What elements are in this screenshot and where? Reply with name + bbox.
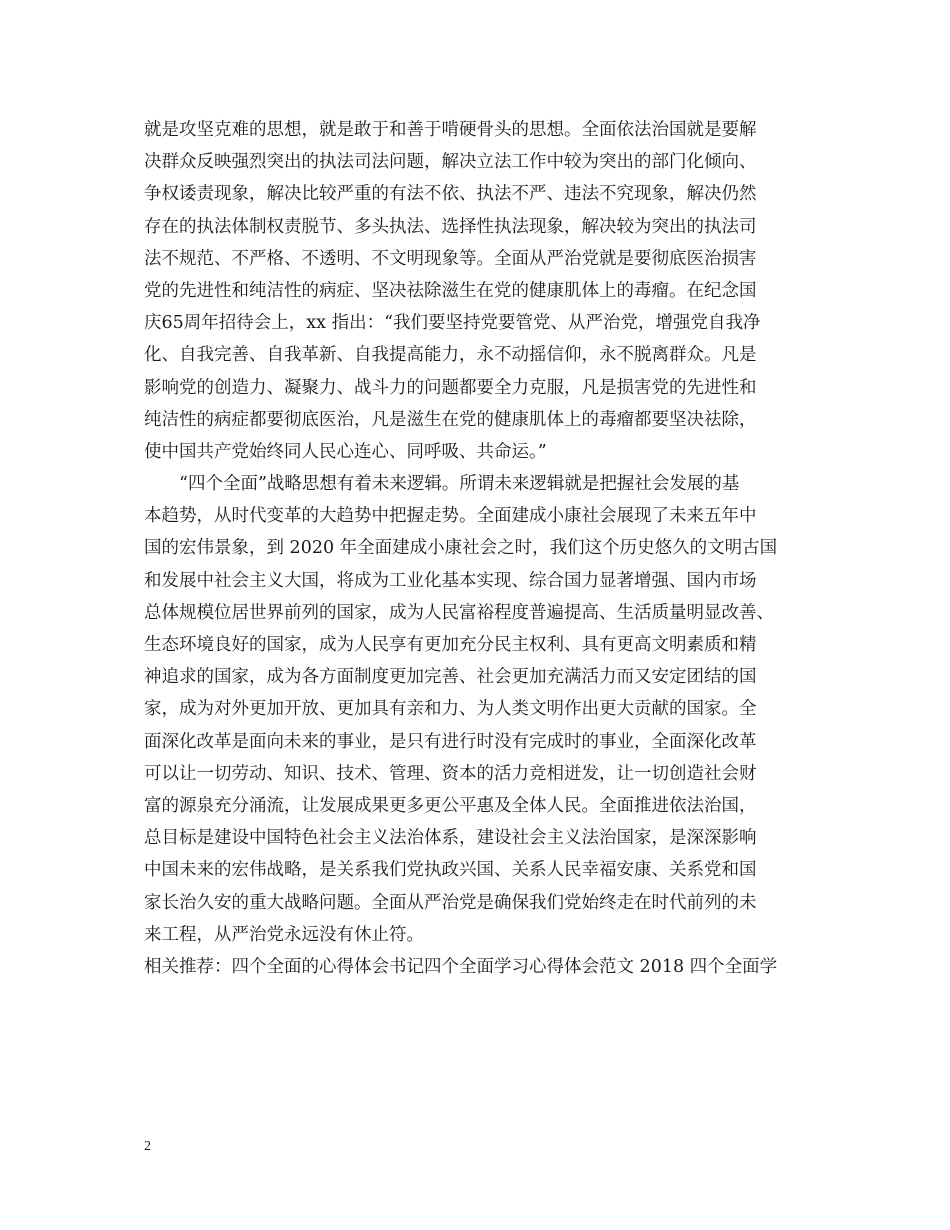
- text-line: 生态环境良好的国家，成为人民享有更加充分民主权利、具有更高文明素质和精: [144, 635, 757, 655]
- related-recommendations: 相关推荐：四个全面的心得体会书记四个全面学习心得体会范文 2018 四个全面学: [144, 956, 778, 977]
- text-line: 中国未来的宏伟战略，是关系我们党执政兴国、关系人民幸福安康、关系党和国: [144, 860, 757, 881]
- text-line: 庆65周年招待会上，xx 指出：“我们要坚持党要管党、从严治党，增强党自我净: [144, 313, 761, 334]
- text-line: 富的源泉充分涌流，让发展成果更多更公平惠及全体人民。全面推进依法治国，: [144, 795, 757, 816]
- text-line: 影响党的创造力、凝聚力、战斗力的问题都要全力克服，凡是损害党的先进性和: [144, 377, 757, 398]
- body-text: [144, 114, 824, 983]
- text-line: 国的宏伟景象，到 2020 年全面建成小康社会之时，我们这个历史悠久的文明古国: [144, 538, 778, 559]
- text-line: 家长治久安的重大战略问题。全面从严治党是确保我们党始终走在时代前列的未: [144, 892, 757, 913]
- text-line: 就是攻坚克难的思想，就是敢于和善于啃硬骨头的思想。全面依法治国就是要解: [144, 120, 757, 140]
- text-line: 本趋势，从时代变革的大趋势中把握走势。全面建成小康社会展现了未来五年中: [144, 506, 757, 527]
- text-line: 总体规模位居世界前列的国家，成为人民富裕程度普遍提高、生活质量明显改善、: [144, 602, 774, 623]
- text-line: 使中国共产党始终同人民心连心、同呼吸、共命运。”: [144, 441, 547, 462]
- text-line: 总目标是建设中国特色社会主义法治体系，建设社会主义法治国家，是深深影响: [144, 828, 757, 849]
- text-line: 法不规范、不严格、不透明、不文明现象等。全面从严治党就是要彻底医治损害: [144, 248, 757, 269]
- text-line: 和发展中社会主义大国，将成为工业化基本实现、综合国力显著增强、国内市场: [144, 570, 757, 591]
- text-line: 神追求的国家，成为各方面制度更加完善、社会更加充满活力而又安定团结的国: [144, 667, 757, 688]
- text-line: 化、自我完善、自我革新、自我提高能力，永不动摇信仰，永不脱离群众。凡是: [144, 345, 757, 366]
- text-line: 争权诿责现象，解决比较严重的有法不依、执法不严、违法不究现象，解决仍然: [144, 184, 757, 205]
- text-line: 党的先进性和纯洁性的病症、坚决祛除滋生在党的健康肌体上的毒瘤。在纪念国: [144, 280, 757, 301]
- text-line: 决群众反映强烈突出的执法司法问题，解决立法工作中较为突出的部门化倾向、: [144, 152, 757, 173]
- text-line: 纯洁性的病症都要彻底医治，凡是滋生在党的健康肌体上的毒瘤都要坚决祛除，: [144, 409, 757, 430]
- paragraph-first-line: “四个全面”战略思想有着未来逻辑。所谓未来逻辑就是把握社会发展的基: [179, 474, 740, 495]
- text-line: 家，成为对外更加开放、更加具有亲和力、为人类文明作出更大贡献的国家。全: [144, 699, 757, 720]
- text-line: 来工程，从严治党永远没有休止符。: [144, 924, 424, 945]
- page-number: 2: [144, 1139, 151, 1154]
- text-line: 可以让一切劳动、知识、技术、管理、资本的活力竞相迸发，让一切创造社会财: [144, 763, 757, 784]
- text-line: 面深化改革是面向未来的事业，是只有进行时没有完成时的事业，全面深化改革: [144, 731, 757, 752]
- text-line: 存在的执法体制权责脱节、多头执法、选择性执法现象，解决较为突出的执法司: [144, 216, 757, 237]
